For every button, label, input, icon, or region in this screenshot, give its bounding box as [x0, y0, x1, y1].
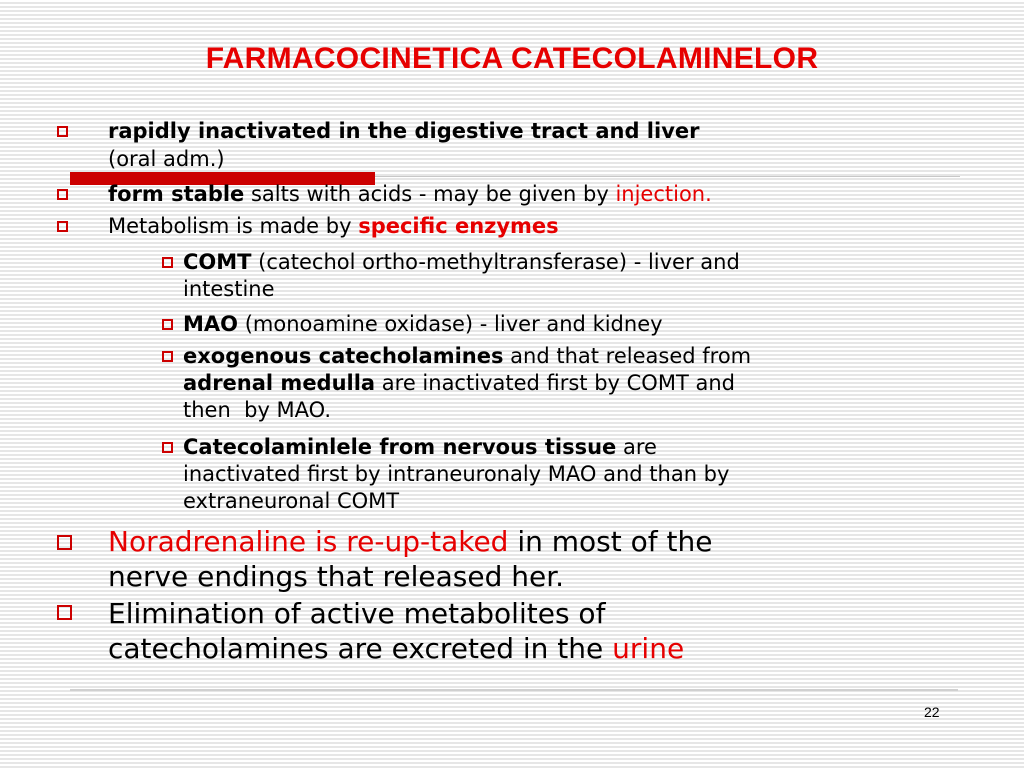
sub-bullet-comt-text: (catechol ortho-methyltransferase) - liver and [251, 250, 740, 274]
hollow-square-bullet-icon [57, 605, 72, 620]
bullet-1-line2: (oral adm.) [108, 147, 225, 171]
sub-bullet-nervous-bold: Catecolaminlele from nervous tissue [183, 435, 617, 459]
sub-bullet-exogenous-bold2: adrenal medulla [183, 371, 376, 395]
sub-bullet-comt-bold: COMT [183, 250, 252, 274]
large-bullet-2-red: urine [612, 632, 685, 665]
sub-bullet-exogenous [183, 343, 751, 424]
large-bullet-noradrenaline [108, 524, 713, 594]
large-bullet-1-line2: nerve endings that released her. [108, 560, 565, 593]
large-bullet-elimination [108, 596, 684, 666]
page-number: 22 [924, 704, 940, 720]
hollow-square-bullet-icon [57, 535, 72, 550]
sub-bullet-mao-bold: MAO [183, 312, 239, 336]
sub-bullet-exogenous-text2: are inactivated first by COMT and [375, 371, 735, 395]
hollow-square-bullet-icon [162, 257, 173, 268]
hollow-square-bullet-icon [57, 126, 68, 137]
gray-divider [375, 176, 960, 177]
bullet-2-text: salts with acids - may be given by [244, 182, 616, 206]
sub-bullet-mao-text: (monoamine oxidase) - liver and kidney [238, 312, 663, 336]
bullet-3 [108, 212, 559, 240]
bullet-2-bold: form stable [108, 182, 245, 206]
sub-bullet-nervous-text: are [616, 435, 657, 459]
large-bullet-2-line1: Elimination of active metabolites of [108, 597, 606, 630]
footer-divider [70, 689, 958, 691]
sub-bullet-nervous-line3: extraneuronal COMT [183, 489, 400, 513]
bullet-3-red-bold: specific enzymes [358, 214, 559, 238]
sub-bullet-mao [183, 311, 663, 338]
sub-bullet-exogenous-text: and that released from [503, 344, 752, 368]
bullet-2 [108, 180, 712, 208]
sub-bullet-comt-line2: intestine [183, 277, 275, 301]
bullet-2-red: injection. [615, 182, 712, 206]
sub-bullet-exogenous-line3: then by MAO. [183, 398, 332, 422]
hollow-square-bullet-icon [162, 351, 173, 362]
hollow-square-bullet-icon [57, 189, 68, 200]
sub-bullet-nervous-tissue [183, 434, 729, 515]
bullet-3-text: Metabolism is made by [108, 214, 359, 238]
hollow-square-bullet-icon [57, 221, 68, 232]
sub-bullet-exogenous-bold: exogenous catecholamines [183, 344, 504, 368]
large-bullet-1-red: Noradrenaline is re-up-taked [108, 525, 509, 558]
bullet-1 [108, 117, 699, 173]
large-bullet-2-line2: catecholamines are excreted in the [108, 632, 613, 665]
slide-title: FARMACOCINETICA CATECOLAMINELOR [205, 42, 819, 75]
hollow-square-bullet-icon [162, 319, 173, 330]
sub-bullet-comt [183, 249, 740, 303]
hollow-square-bullet-icon [162, 442, 173, 453]
bullet-1-bold: rapidly inactivated in the digestive tract and liver [108, 119, 700, 143]
sub-bullet-nervous-line2: inactivated first by intraneuronaly MAO and than by [183, 462, 730, 486]
large-bullet-1-text: in most of the [508, 525, 713, 558]
